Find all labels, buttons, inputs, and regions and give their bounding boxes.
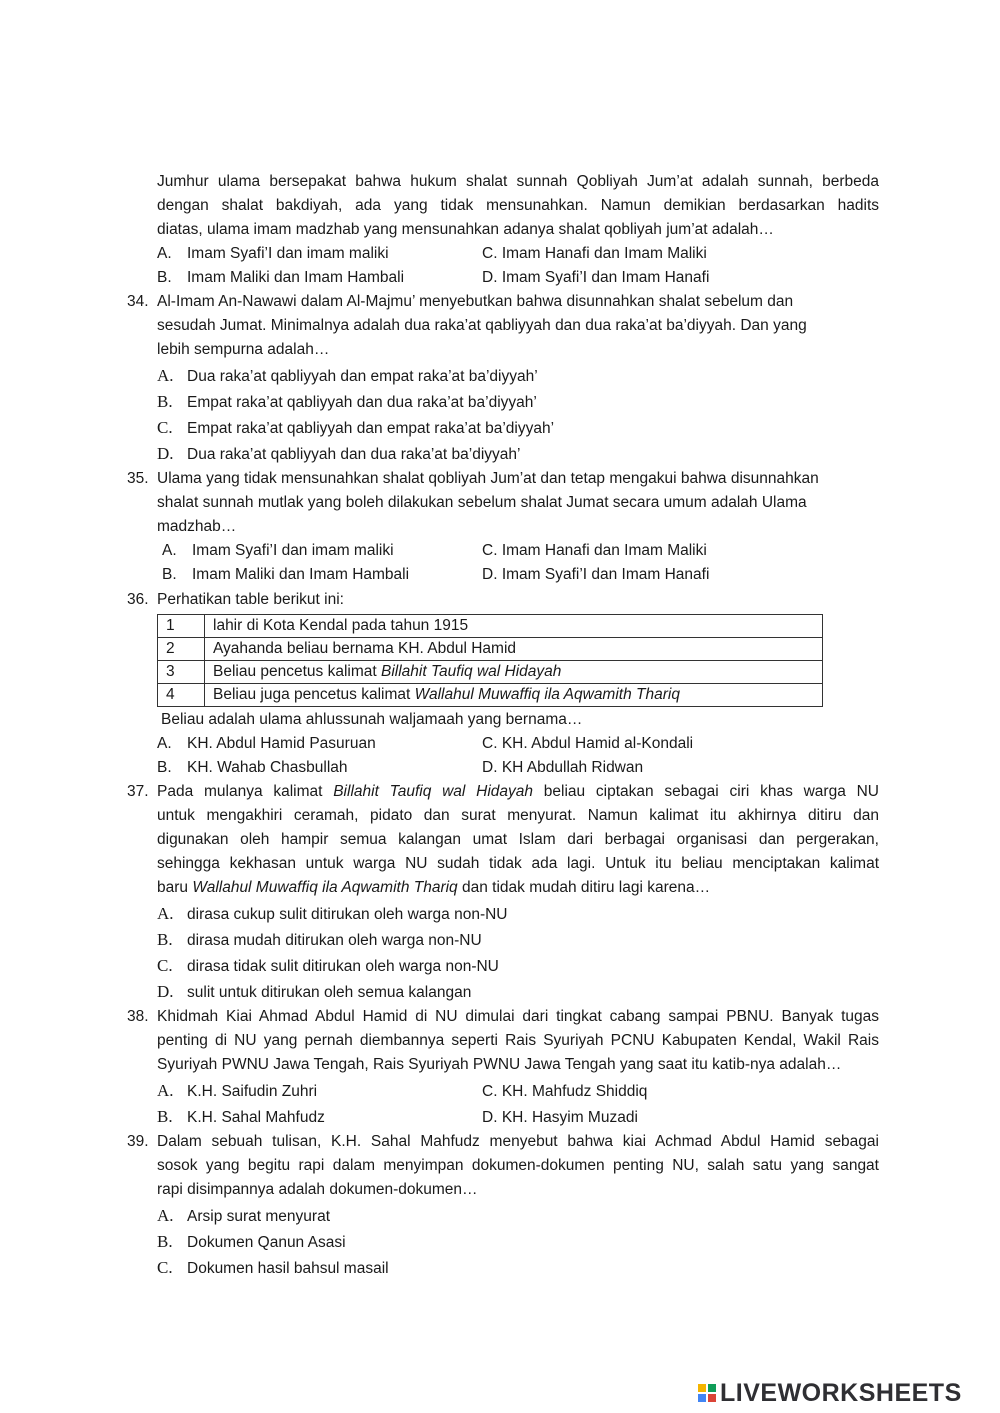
logo-square bbox=[698, 1394, 706, 1402]
table-cell-text bbox=[205, 638, 823, 661]
q39-option-c[interactable]: Dokumen hasil bahsul masail bbox=[187, 1260, 389, 1277]
q35-line-3: madzhab… bbox=[157, 518, 237, 535]
option-letter: D. bbox=[482, 566, 498, 583]
logo-square bbox=[708, 1384, 716, 1392]
q37-option-b-letter[interactable]: B. bbox=[157, 930, 173, 949]
q38-option-a-letter[interactable]: A. bbox=[157, 1081, 174, 1100]
option-text: Imam Syafi’I dan Imam Hanafi bbox=[501, 566, 710, 583]
q36-question: Beliau adalah ulama ahlussunah waljamaah yang bernama… bbox=[161, 711, 583, 728]
q36-option-a-letter[interactable]: A. bbox=[157, 735, 172, 752]
q36-option-a[interactable]: KH. Abdul Hamid Pasuruan bbox=[187, 735, 376, 752]
table-cell-number: 2 bbox=[158, 638, 205, 661]
q35-option-a-letter[interactable]: A. bbox=[162, 542, 177, 559]
intro-option-d[interactable] bbox=[482, 267, 709, 289]
table-cell-text bbox=[205, 661, 823, 684]
option-text: Imam Syafi’I dan Imam Hanafi bbox=[501, 269, 710, 286]
q34-option-d[interactable]: Dua raka’at qabliyyah dan dua raka’at ba’diyyah’ bbox=[187, 446, 521, 463]
option-letter: D. bbox=[482, 759, 498, 776]
option-letter: C. bbox=[482, 735, 498, 752]
q37-line-5 bbox=[157, 877, 710, 899]
q37-option-b[interactable]: dirasa mudah ditirukan oleh warga non-NU bbox=[187, 932, 482, 949]
table-cell-number: 1 bbox=[158, 615, 205, 638]
option-letter: D. bbox=[482, 269, 498, 286]
q37-option-d-letter[interactable]: D. bbox=[157, 982, 174, 1001]
q34-option-b-letter[interactable]: B. bbox=[157, 392, 173, 411]
q39-option-a-letter[interactable]: A. bbox=[157, 1206, 174, 1225]
intro-option-c[interactable] bbox=[482, 243, 707, 265]
q37-italic: Wallahul Muwaffiq ila Aqwamith Thariq bbox=[192, 879, 458, 896]
cell-text: lahir di Kota Kendal pada tahun 1915 bbox=[213, 617, 469, 634]
q39-line-1: Dalam sebuah tulisan, K.H. Sahal Mahfudz menyebut bahwa kiai Achmad Abdul Hamid sebagai bbox=[157, 1133, 879, 1150]
q38-option-d[interactable] bbox=[482, 1107, 638, 1129]
logo-grid-icon bbox=[698, 1384, 716, 1402]
logo-text: LIVEWORKSHEETS bbox=[720, 1378, 962, 1407]
option-letter: C. bbox=[482, 542, 498, 559]
table-row bbox=[158, 661, 823, 684]
q37-line-4: sehingga kekhasan untuk warga NU sudah tidak ada lagi. Untuk itu beliau menciptakan kalimat bbox=[157, 855, 879, 872]
q34-line-2: sesudah Jumat. Minimalnya adalah dua raka’at qabliyyah dan dua raka’at ba’diyyah. Dan yang bbox=[157, 317, 807, 334]
q37-text: baru bbox=[157, 879, 193, 896]
table-row bbox=[158, 615, 823, 638]
logo-square bbox=[708, 1394, 716, 1402]
q36-option-d[interactable] bbox=[482, 757, 643, 779]
option-text: Imam Hanafi dan Imam Maliki bbox=[501, 245, 707, 262]
q36-option-b[interactable]: KH. Wahab Chasbullah bbox=[187, 759, 348, 776]
intro-option-a[interactable]: Imam Syafi’I dan imam maliki bbox=[187, 245, 389, 262]
option-text: KH Abdullah Ridwan bbox=[501, 759, 644, 776]
q39-line-2: sosok yang begitu rapi dalam menyimpan dokumen-dokumen penting NU, salah satu yang sangat bbox=[157, 1157, 879, 1174]
q39-option-c-letter[interactable]: C. bbox=[157, 1258, 173, 1277]
q39-line-3: rapi disimpannya adalah dokumen-dokumen… bbox=[157, 1181, 478, 1198]
q35-option-c[interactable] bbox=[482, 540, 707, 562]
option-text: Imam Hanafi dan Imam Maliki bbox=[501, 542, 707, 559]
liveworksheets-logo[interactable] bbox=[698, 1378, 962, 1408]
q38-line-1: Khidmah Kiai Ahmad Abdul Hamid di NU dimulai dari tingkat cabang sampai PBNU. Banyak tugas bbox=[157, 1008, 879, 1025]
q37-text: dan tidak mudah ditiru lagi karena… bbox=[457, 879, 711, 896]
q37-line-3: digunakan oleh hampir semua kalangan umat Islam dari berbagai organisasi dan pergerakan, bbox=[157, 831, 879, 848]
q36-table bbox=[157, 614, 823, 707]
q35-line-2: shalat sunnah mutlak yang boleh dilakukan sebelum shalat Jumat secara umum adalah Ulama bbox=[157, 494, 807, 511]
option-letter: C. bbox=[482, 245, 498, 262]
intro-option-b[interactable]: Imam Maliki dan Imam Hambali bbox=[187, 269, 405, 286]
intro-line-1: Jumhur ulama bersepakat bahwa hukum shalat sunnah Qobliyah Jum’at adalah sunnah, berbeda bbox=[157, 173, 879, 190]
intro-option-b-letter[interactable]: B. bbox=[157, 269, 172, 286]
q39-option-b[interactable]: Dokumen Qanun Asasi bbox=[187, 1234, 346, 1251]
table-row bbox=[158, 638, 823, 661]
q35-option-a[interactable]: Imam Syafi’I dan imam maliki bbox=[192, 542, 394, 559]
q39-number: 39. bbox=[127, 1133, 149, 1150]
q37-option-c-letter[interactable]: C. bbox=[157, 956, 173, 975]
q38-option-a[interactable]: K.H. Saifudin Zuhri bbox=[187, 1083, 318, 1100]
q37-number: 37. bbox=[127, 783, 149, 800]
q37-option-a[interactable]: dirasa cukup sulit ditirukan oleh warga non-NU bbox=[187, 906, 508, 923]
cell-italic: Billahit Taufiq wal Hidayah bbox=[381, 663, 562, 680]
q35-option-d[interactable] bbox=[482, 564, 709, 586]
q34-number: 34. bbox=[127, 293, 149, 310]
q37-line-2: untuk mengakhiri ceramah, pidato dan surat menyurat. Namun kalimat itu akhirnya ditiru dan bbox=[157, 807, 879, 824]
q36-option-c[interactable] bbox=[482, 733, 693, 755]
q34-option-a[interactable]: Dua raka’at qabliyyah dan empat raka’at ba’diyyah’ bbox=[187, 368, 538, 385]
q37-italic: Billahit Taufiq wal Hidayah bbox=[333, 783, 533, 800]
table-cell-number: 4 bbox=[158, 684, 205, 707]
q34-option-c-letter[interactable]: C. bbox=[157, 418, 173, 437]
q36-prompt: Perhatikan table berikut ini: bbox=[157, 591, 344, 608]
option-text: KH. Abdul Hamid al-Kondali bbox=[501, 735, 694, 752]
option-text: KH. Mahfudz Shiddiq bbox=[501, 1083, 648, 1100]
cell-text: Beliau pencetus kalimat bbox=[213, 663, 382, 680]
table-cell-text bbox=[205, 615, 823, 638]
q37-option-d[interactable]: sulit untuk ditirukan oleh semua kalangan bbox=[187, 984, 472, 1001]
q35-option-b[interactable]: Imam Maliki dan Imam Hambali bbox=[192, 566, 410, 583]
q35-option-b-letter[interactable]: B. bbox=[162, 566, 177, 583]
q37-line-1 bbox=[157, 781, 879, 803]
q38-line-2: penting di NU yang pernah diembannya seperti Rais Syuriyah PCNU Kabupaten Kendal, Wakil Rais bbox=[157, 1032, 879, 1049]
q34-option-b[interactable]: Empat raka’at qabliyyah dan dua raka’at ba’diyyah’ bbox=[187, 394, 537, 411]
q35-number: 35. bbox=[127, 470, 149, 487]
cell-text: Ayahanda beliau bernama KH. Abdul Hamid bbox=[213, 640, 517, 657]
q34-option-a-letter[interactable]: A. bbox=[157, 366, 174, 385]
intro-line-2: dengan shalat bakdiyah, ada yang tidak mensunahkan. Namun demikian berdasarkan hadits bbox=[157, 197, 879, 214]
q39-option-a[interactable]: Arsip surat menyurat bbox=[187, 1208, 330, 1225]
option-letter: C. bbox=[482, 1083, 498, 1100]
q39-option-b-letter[interactable]: B. bbox=[157, 1232, 173, 1251]
q35-line-1: Ulama yang tidak mensunahkan shalat qobliyah Jum’at dan tetap mengakui bahwa disunnahkan bbox=[157, 470, 819, 487]
q34-line-3: lebih sempurna adalah… bbox=[157, 341, 330, 358]
q34-line-1: Al-Imam An-Nawawi dalam Al-Majmu’ menyebutkan bahwa disunnahkan shalat sebelum dan bbox=[157, 293, 794, 310]
table-row bbox=[158, 684, 823, 707]
intro-option-a-letter[interactable]: A. bbox=[157, 245, 172, 262]
q37-text: beliau ciptakan sebagai ciri khas warga NU bbox=[533, 783, 879, 800]
option-text: KH. Hasyim Muzadi bbox=[501, 1109, 638, 1126]
q38-number: 38. bbox=[127, 1008, 149, 1025]
q37-option-c[interactable]: dirasa tidak sulit ditirukan oleh warga non-NU bbox=[187, 958, 499, 975]
intro-line-3: diatas, ulama imam madzhab yang mensunahkan adanya shalat qobliyah jum’at adalah… bbox=[157, 221, 774, 238]
cell-text: Beliau juga pencetus kalimat bbox=[213, 686, 415, 703]
cell-italic: Wallahul Muwaffiq ila Aqwamith Thariq bbox=[414, 686, 680, 703]
q38-option-b[interactable]: K.H. Sahal Mahfudz bbox=[187, 1109, 325, 1126]
table-cell-number: 3 bbox=[158, 661, 205, 684]
q38-option-c[interactable] bbox=[482, 1081, 647, 1103]
q36-option-b-letter[interactable]: B. bbox=[157, 759, 172, 776]
q38-option-b-letter[interactable]: B. bbox=[157, 1107, 173, 1126]
q34-option-c[interactable]: Empat raka’at qabliyyah dan empat raka’at ba’diyyah’ bbox=[187, 420, 555, 437]
option-letter: D. bbox=[482, 1109, 498, 1126]
table-cell-text bbox=[205, 684, 823, 707]
q37-option-a-letter[interactable]: A. bbox=[157, 904, 174, 923]
q36-number: 36. bbox=[127, 591, 149, 608]
q34-option-d-letter[interactable]: D. bbox=[157, 444, 174, 463]
q37-text: Pada mulanya kalimat bbox=[157, 783, 334, 800]
logo-square bbox=[698, 1384, 706, 1392]
q38-line-3: Syuriyah PWNU Jawa Tengah, Rais Syuriyah PWNU Jawa Tengah yang saat itu katib-nya adalah… bbox=[157, 1056, 842, 1073]
